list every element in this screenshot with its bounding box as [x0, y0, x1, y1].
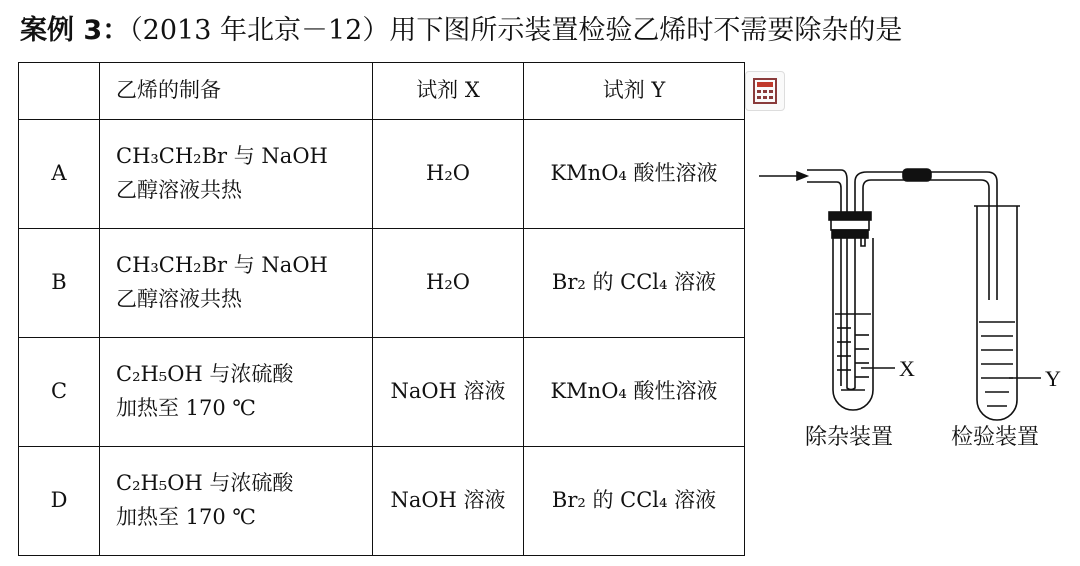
prep-cell: C₂H₅OH 与浓硫酸 加热至 170 ℃ [100, 447, 373, 556]
wash-tube [833, 238, 873, 410]
header-cell-y: 试剂 Y [524, 63, 745, 120]
stopper-bottom [832, 230, 868, 238]
reagent-y-cell: Br₂ 的 CCl₄ 溶液 [524, 447, 745, 556]
question-number: 案例 3 [20, 15, 103, 46]
reagent-x-cell: H₂O [373, 120, 524, 229]
label-y: Y [1045, 366, 1061, 391]
option-label: A [19, 120, 100, 229]
reagent-x-cell: H₂O [373, 229, 524, 338]
rubber-connector [903, 169, 931, 181]
reagent-y-cell: KMnO₄ 酸性溶液 [524, 338, 745, 447]
liquid-y-level [979, 322, 1015, 406]
option-label: C [19, 338, 100, 447]
caption-test-apparatus: 检验装置 [951, 425, 1040, 450]
stopper-top [829, 212, 871, 220]
reagent-x-cell: NaOH 溶液 [373, 338, 524, 447]
table-row [19, 447, 745, 556]
prep-cell: CH₃CH₂Br 与 NaOH 乙醇溶液共热 [100, 229, 373, 338]
table-row [19, 338, 745, 447]
calculator-icon[interactable] [745, 71, 785, 111]
prep-cell: CH₃CH₂Br 与 NaOH 乙醇溶液共热 [100, 120, 373, 229]
header-cell-prep: 乙烯的制备 [100, 63, 373, 120]
prep-cell: C₂H₅OH 与浓硫酸 加热至 170 ℃ [100, 338, 373, 447]
option-label: D [19, 447, 100, 556]
reagent-x-cell: NaOH 溶液 [373, 447, 524, 556]
table-row [19, 120, 745, 229]
reagent-y-cell: KMnO₄ 酸性溶液 [524, 120, 745, 229]
options-table [18, 62, 745, 556]
inlet-arrow-head [797, 172, 807, 180]
apparatus-diagram [755, 150, 1075, 460]
connecting-tube [855, 172, 997, 300]
question-title: 案例 3：（2013 年北京－12）用下图所示装置检验乙烯时不需要除杂的是 [20, 15, 903, 46]
option-label: B [19, 229, 100, 338]
table-header-row [19, 63, 745, 120]
header-cell-option [19, 63, 100, 120]
caption-wash-apparatus: 除杂装置 [805, 425, 894, 450]
table-row [19, 229, 745, 338]
reagent-y-cell: Br₂ 的 CCl₄ 溶液 [524, 229, 745, 338]
header-cell-x: 试剂 X [373, 63, 524, 120]
question-text: （2013 年北京－12）用下图所示装置检验乙烯时不需要除杂的是 [129, 15, 903, 46]
label-x: X [899, 356, 915, 381]
